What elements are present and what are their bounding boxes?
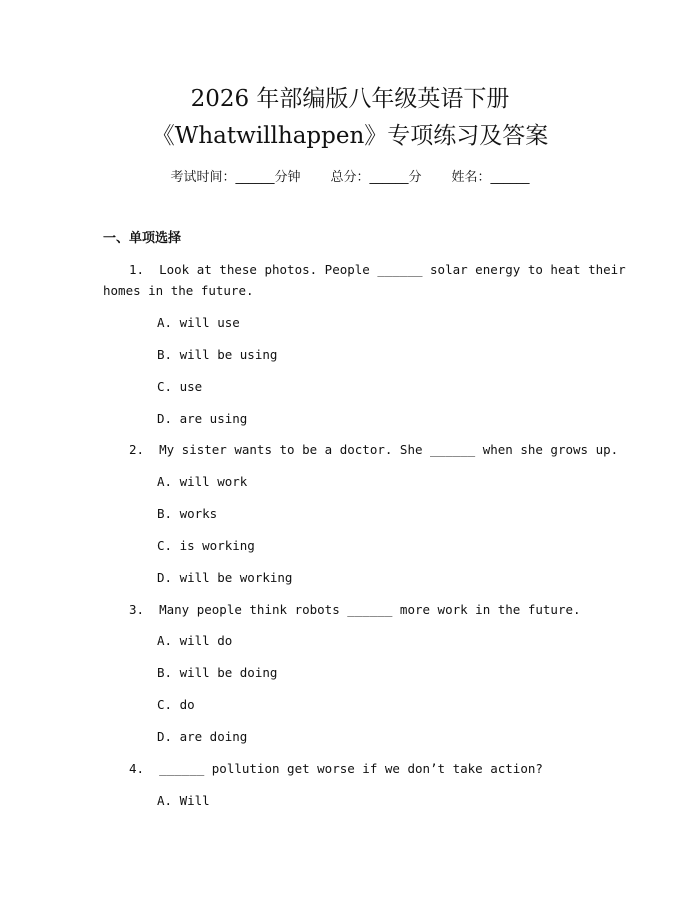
question-2-option-b: B. works xyxy=(157,506,218,521)
document-title-line2: 《Whatwillhappen》专项练习及答案 xyxy=(151,123,549,149)
question-4-option-a: A. Will xyxy=(157,793,210,808)
question-3-option-c: C. do xyxy=(157,697,195,712)
question-4-stem: 4. ______ pollution get worse if we don’t take action? xyxy=(129,761,543,776)
question-1-stem-line1: 1. Look at these photos. People ______ solar energy to heat their xyxy=(129,262,626,277)
question-2-stem: 2. My sister wants to be a doctor. She ______ when she grows up. xyxy=(129,442,619,457)
question-1-option-d: D. are using xyxy=(157,411,248,426)
question-1-option-b: B. will be using xyxy=(157,347,278,362)
exam-time-field: 考试时间：______分钟 xyxy=(170,170,301,185)
question-1-option-c: C. use xyxy=(157,379,203,394)
question-2-option-c: C. is working xyxy=(157,538,255,553)
question-3-option-a: A. will do xyxy=(157,633,233,648)
question-1-option-a: A. will use xyxy=(157,315,240,330)
question-2-option-d: D. will be working xyxy=(157,570,293,585)
student-name-field: 姓名：______ xyxy=(451,170,530,185)
question-3-option-d: D. are doing xyxy=(157,729,248,744)
question-1-stem-line2: homes in the future. xyxy=(103,283,254,298)
document-title-line1: 2026 年部编版八年级英语下册 xyxy=(190,86,510,112)
total-score-field: 总分：______分 xyxy=(330,170,422,185)
question-2-option-a: A. will work xyxy=(157,474,248,489)
question-3-option-b: B. will be doing xyxy=(157,665,278,680)
section-title-single-choice: 一、单项选择 xyxy=(103,231,182,246)
exam-meta xyxy=(0,168,700,188)
question-3-stem: 3. Many people think robots ______ more work in the future. xyxy=(129,602,581,617)
